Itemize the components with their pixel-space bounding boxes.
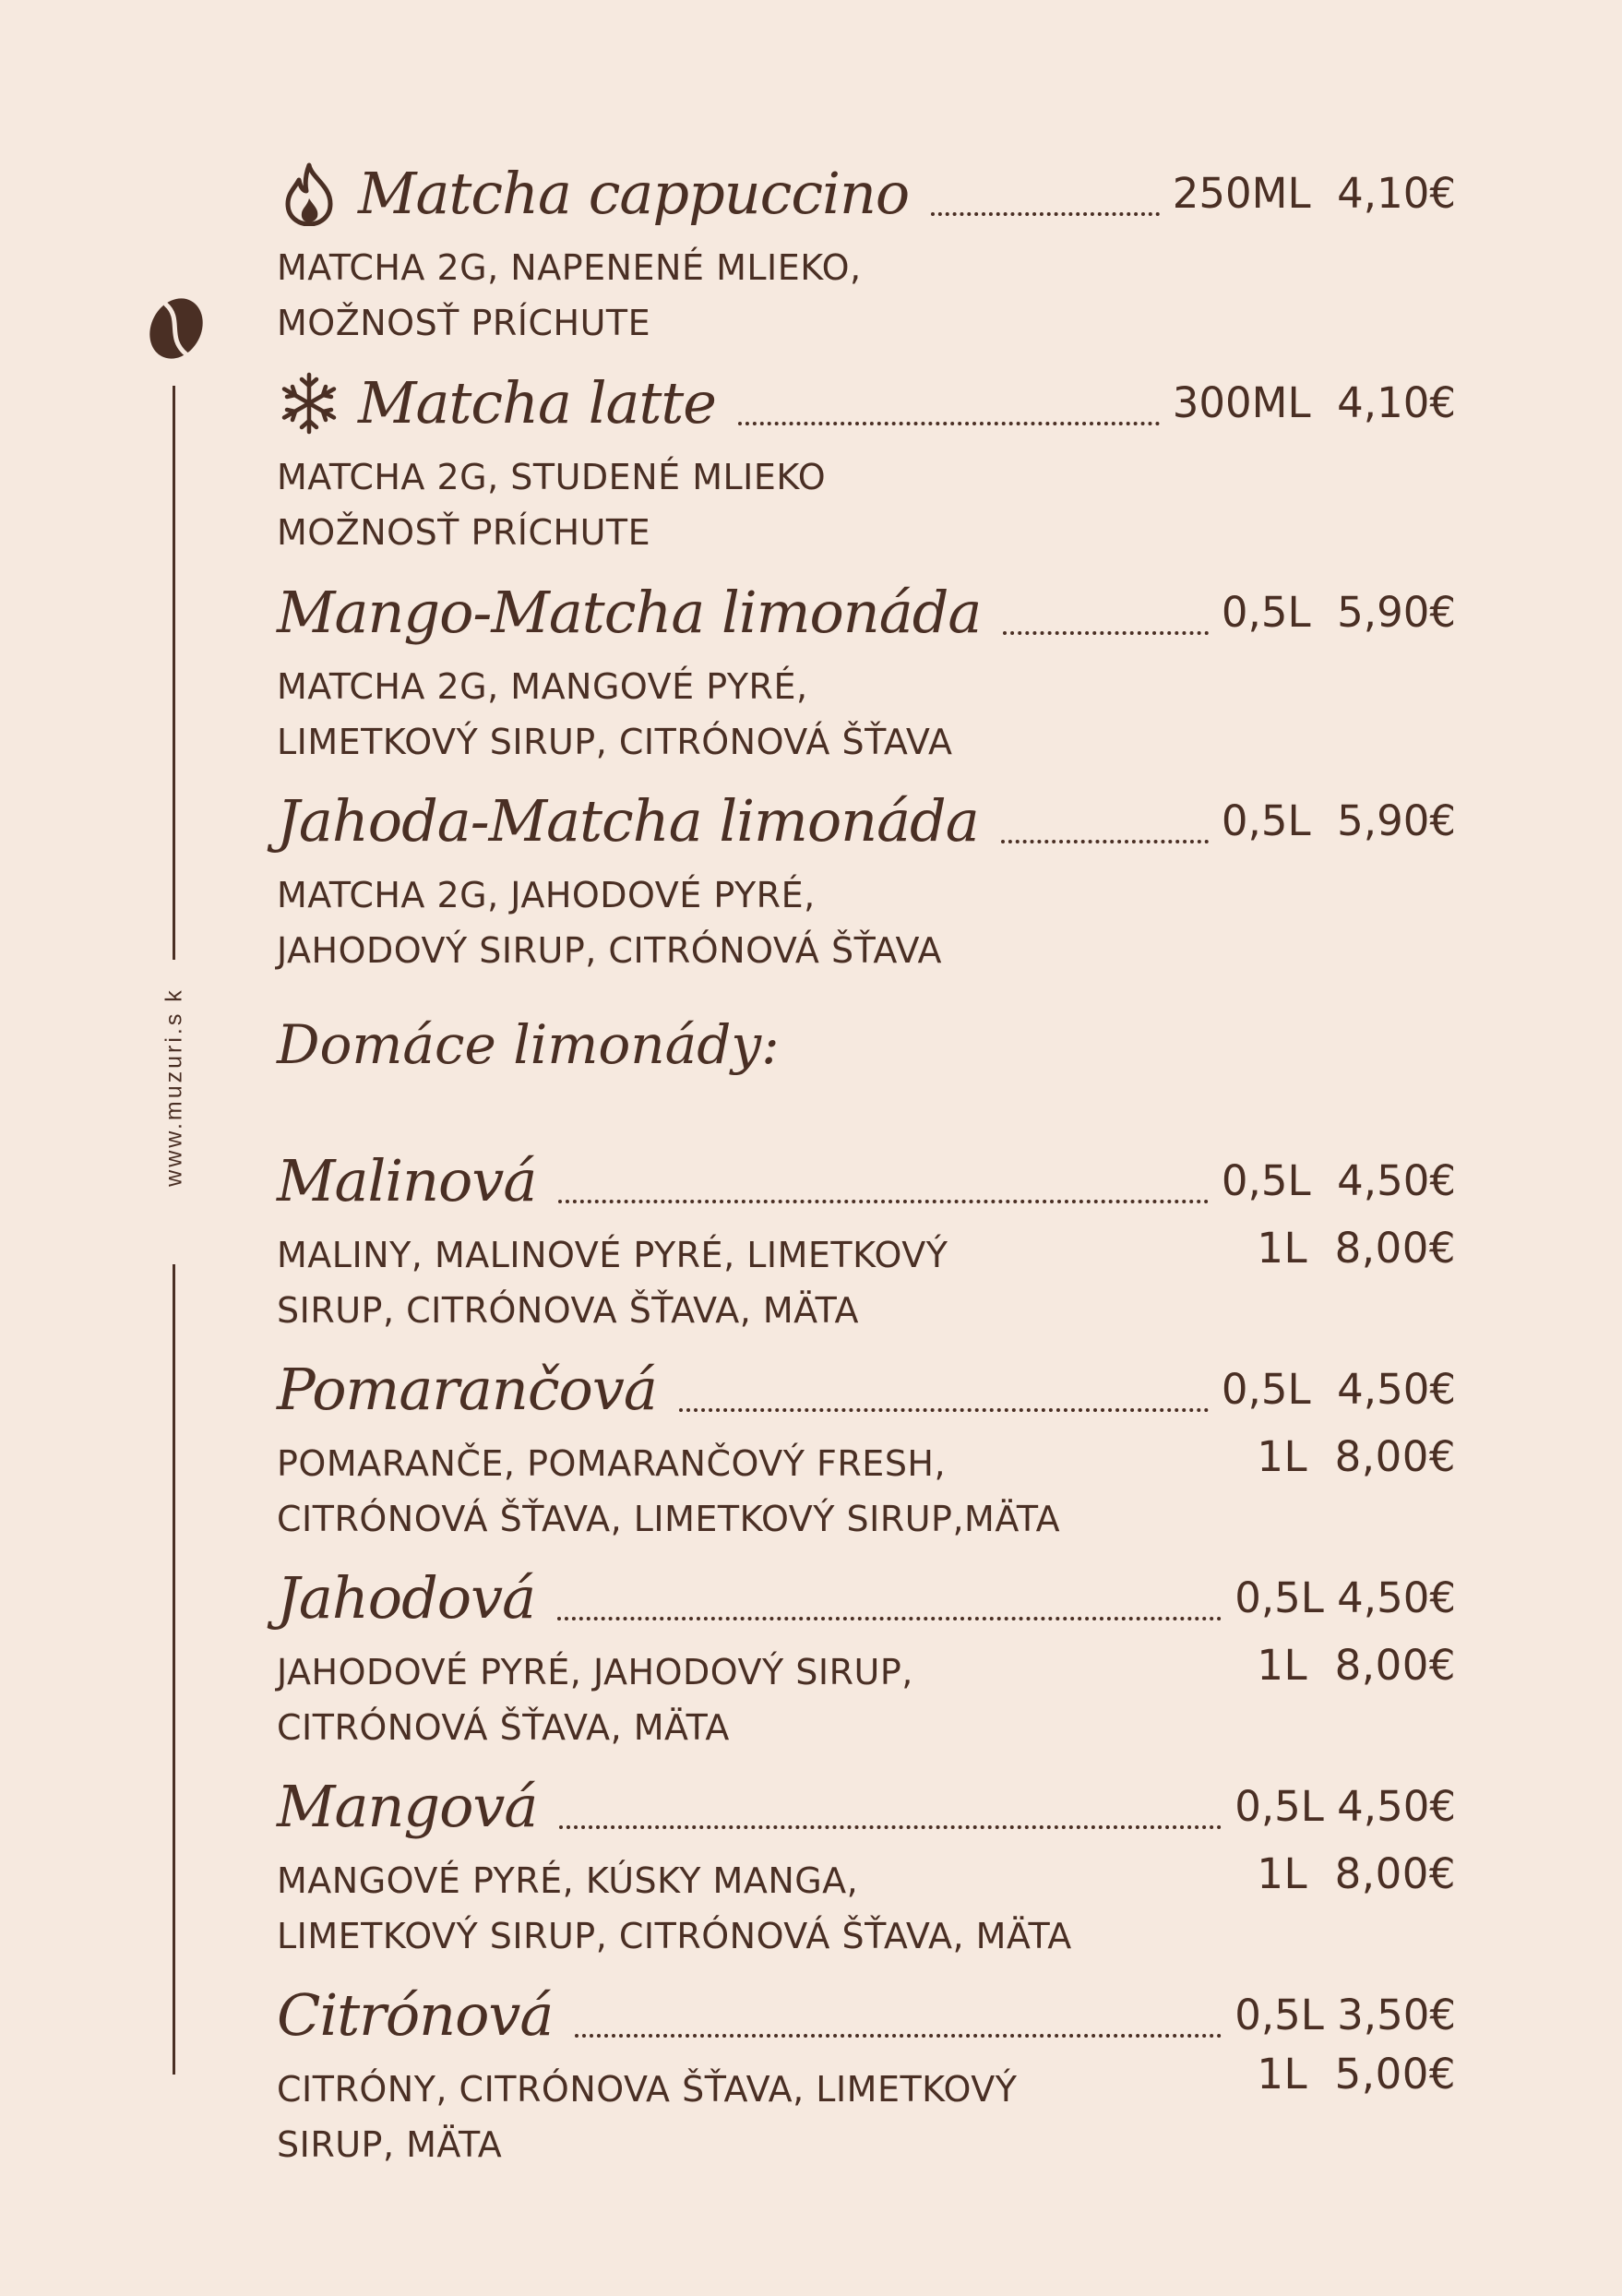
item-price-large: 1L 8,00€ [1257, 1641, 1456, 1690]
item-name: Matcha cappuccino [358, 160, 910, 227]
rail-line-top [173, 386, 175, 960]
item-price-large: 1L 8,00€ [1257, 1849, 1456, 1898]
item-description: CITRÓNY, CITRÓNOVA ŠŤAVA, LIMETKOVÝ SIRUP, MÄTA 1L 5,00€ [277, 2062, 1456, 2172]
item-name: Pomarančová [277, 1356, 657, 1423]
item-price: 0,5L 3,50€ [1234, 1991, 1456, 2039]
item-price: 0,5L 5,90€ [1221, 796, 1456, 845]
item-description: MATCHA 2G, MANGOVÉ PYRÉ, LIMETKOVÝ SIRUP, CITRÓNOVÁ ŠŤAVA [277, 666, 953, 762]
item-name: Jahodová [277, 1564, 536, 1632]
item-description: POMARANČE, POMARANČOVÝ FRESH, CITRÓNOVÁ ŠŤAVA, LIMETKOVÝ SIRUP,MÄTA 1L 8,00€ [277, 1436, 1456, 1547]
dot-leader [931, 212, 1160, 216]
item-name: Matcha latte [358, 369, 717, 436]
item-name: Mango-Matcha limonáda [277, 579, 982, 646]
fire-icon [277, 161, 341, 226]
item-name: Citrónová [277, 1981, 554, 2049]
dot-leader [575, 2034, 1222, 2038]
menu-item [277, 1969, 1456, 2172]
dot-leader [738, 422, 1160, 425]
menu-item [277, 148, 1456, 351]
item-price: 0,5L 4,50€ [1221, 1365, 1456, 1414]
menu-item [277, 1552, 1456, 1755]
item-description: MANGOVÉ PYRÉ, KÚSKY MANGA, LIMETKOVÝ SIRUP, CITRÓNOVÁ ŠŤAVA, MÄTA 1L 8,00€ [277, 1853, 1456, 1964]
item-description: JAHODOVÉ PYRÉ, JAHODOVÝ SIRUP, CITRÓNOVÁ ŠŤAVA, MÄTA 1L 8,00€ [277, 1644, 1456, 1755]
dot-leader [557, 1617, 1222, 1620]
menu-item [277, 1344, 1456, 1547]
item-description: MATCHA 2G, JAHODOVÉ PYRÉ, JAHODOVÝ SIRUP, CITRÓNOVÁ ŠŤAVA [277, 875, 943, 971]
dot-leader [679, 1408, 1209, 1412]
website-url: www.muzuri.s k [161, 987, 187, 1187]
dot-leader [1001, 840, 1209, 843]
dot-leader [1003, 631, 1209, 635]
section-title: Domáce limonády: [277, 1013, 780, 1076]
snowflake-icon [277, 371, 341, 436]
item-name: Jahoda-Matcha limonáda [277, 787, 979, 855]
item-price-large: 1L 5,00€ [1257, 2050, 1456, 2099]
item-price-large: 1L 8,00€ [1257, 1224, 1456, 1273]
item-description: MATCHA 2G, NAPENENÉ MLIEKO, MOŽNOSŤ PRÍCHUTE [277, 247, 862, 343]
item-name: Malinová [277, 1147, 537, 1214]
item-price: 0,5L 4,50€ [1221, 1156, 1456, 1205]
item-price: 0,5L 4,50€ [1234, 1782, 1456, 1831]
item-price: 250ML 4,10€ [1172, 169, 1456, 218]
menu-item [277, 775, 1456, 978]
dot-leader [558, 1200, 1209, 1203]
item-description: MALINY, MALINOVÉ PYRÉ, LIMETKOVÝ SIRUP, CITRÓNOVA ŠŤAVA, MÄTA 1L 8,00€ [277, 1227, 1456, 1338]
coffee-bean-icon [146, 293, 207, 364]
menu-item [277, 357, 1456, 560]
menu-item [277, 1761, 1456, 1964]
item-price-large: 1L 8,00€ [1257, 1432, 1456, 1481]
item-price: 0,5L 5,90€ [1221, 588, 1456, 637]
item-price: 300ML 4,10€ [1172, 378, 1456, 427]
dot-leader [559, 1825, 1222, 1829]
rail-line-bottom [173, 1264, 175, 2075]
menu-item [277, 567, 1456, 770]
menu-item [277, 1135, 1456, 1338]
item-price: 0,5L 4,50€ [1234, 1573, 1456, 1622]
item-description: MATCHA 2G, STUDENÉ MLIEKO MOŽNOSŤ PRÍCHUTE [277, 457, 827, 553]
item-name: Mangová [277, 1773, 538, 1840]
